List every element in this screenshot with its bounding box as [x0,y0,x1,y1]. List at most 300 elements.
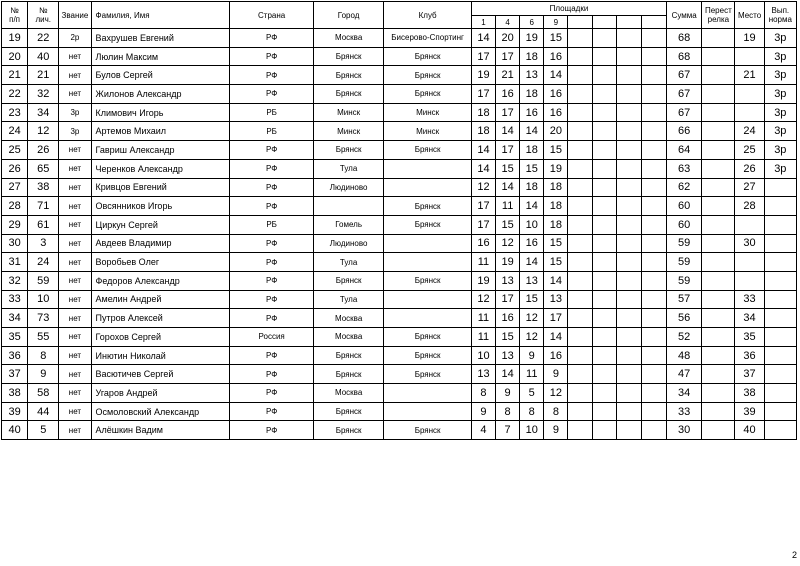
cell-num: 27 [2,178,28,197]
cell-area-empty [616,159,641,178]
cell-num: 34 [2,309,28,328]
cell-area-6: 12 [520,309,544,328]
cell-area-empty [641,309,666,328]
cell-license: 21 [28,66,59,85]
cell-area-empty [616,141,641,160]
header-area-1: 1 [471,16,495,29]
cell-name: Угаров Андрей [91,384,230,403]
cell-area-empty [592,178,616,197]
cell-area-empty [616,234,641,253]
cell-license: 58 [28,384,59,403]
cell-name: Люлин Максим [91,47,230,66]
table-row [2,66,797,85]
cell-country: РФ [230,384,314,403]
cell-rank: нет [59,215,91,234]
cell-club: Минск [384,103,472,122]
cell-area-9: 9 [544,421,568,440]
header-replay: Перест релка [702,2,735,29]
cell-area-4: 17 [496,47,520,66]
cell-area-empty [616,346,641,365]
cell-area-empty [641,234,666,253]
cell-area-1: 17 [471,47,495,66]
cell-area-empty [592,271,616,290]
cell-country: РФ [230,47,314,66]
cell-area-empty [616,122,641,141]
header-rank: Звание [59,2,91,29]
cell-name: Алёшкин Вадим [91,421,230,440]
cell-area-9: 15 [544,234,568,253]
cell-area-empty [641,215,666,234]
cell-num: 21 [2,66,28,85]
cell-area-6: 18 [520,85,544,104]
cell-area-4: 17 [496,290,520,309]
header-area-6: 6 [520,16,544,29]
cell-area-empty [592,85,616,104]
header-areas: Площадки [471,2,666,16]
cell-area-empty [641,29,666,48]
cell-area-empty [568,103,592,122]
cell-place: 25 [735,141,764,160]
cell-place [735,103,764,122]
cell-area-9: 14 [544,328,568,347]
table-row [2,309,797,328]
cell-license: 44 [28,402,59,421]
cell-country: РБ [230,122,314,141]
table-row [2,178,797,197]
table-row [2,290,797,309]
cell-club [384,159,472,178]
cell-area-1: 16 [471,234,495,253]
cell-norm [764,309,796,328]
cell-sum: 67 [667,85,702,104]
cell-area-empty [568,47,592,66]
cell-rank: нет [59,346,91,365]
cell-country: РФ [230,85,314,104]
cell-num: 20 [2,47,28,66]
cell-num: 33 [2,290,28,309]
cell-replay [702,141,735,160]
table-row [2,197,797,216]
cell-area-empty [616,197,641,216]
cell-area-4: 12 [496,234,520,253]
cell-sum: 64 [667,141,702,160]
cell-area-empty [641,328,666,347]
cell-sum: 60 [667,215,702,234]
cell-sum: 47 [667,365,702,384]
cell-area-empty [568,85,592,104]
table-row [2,421,797,440]
cell-area-4: 14 [496,122,520,141]
page-number: 2 [791,550,797,560]
cell-country: РФ [230,159,314,178]
header-license: № лич. [28,2,59,29]
cell-club: Брянск [384,197,472,216]
cell-area-6: 16 [520,234,544,253]
cell-rank: нет [59,234,91,253]
cell-place [735,253,764,272]
cell-city: Брянск [313,47,383,66]
cell-sum: 68 [667,47,702,66]
cell-area-6: 18 [520,178,544,197]
cell-area-empty [568,234,592,253]
cell-area-empty [616,309,641,328]
cell-norm [764,234,796,253]
cell-area-6: 18 [520,141,544,160]
cell-country: РФ [230,290,314,309]
cell-norm: 3р [764,103,796,122]
cell-country: РБ [230,103,314,122]
cell-area-6: 15 [520,159,544,178]
cell-area-6: 19 [520,29,544,48]
cell-city: Москва [313,29,383,48]
results-table [1,1,797,440]
cell-country: РФ [230,29,314,48]
cell-area-4: 19 [496,253,520,272]
cell-sum: 30 [667,421,702,440]
cell-club: Брянск [384,66,472,85]
cell-club [384,178,472,197]
cell-area-4: 8 [496,402,520,421]
cell-area-9: 18 [544,215,568,234]
cell-place: 19 [735,29,764,48]
cell-area-empty [616,29,641,48]
cell-replay [702,103,735,122]
cell-area-1: 13 [471,365,495,384]
cell-country: РФ [230,365,314,384]
cell-replay [702,85,735,104]
cell-area-9: 15 [544,253,568,272]
cell-area-9: 12 [544,384,568,403]
cell-place: 36 [735,346,764,365]
table-row [2,271,797,290]
results-body [2,29,797,440]
cell-area-9: 16 [544,103,568,122]
cell-area-empty [616,290,641,309]
cell-place: 37 [735,365,764,384]
cell-country: РФ [230,178,314,197]
cell-area-9: 14 [544,271,568,290]
cell-sum: 59 [667,234,702,253]
cell-norm: 3р [764,66,796,85]
cell-area-9: 14 [544,66,568,85]
cell-norm [764,271,796,290]
cell-area-empty [616,421,641,440]
cell-sum: 62 [667,178,702,197]
cell-area-empty [641,253,666,272]
cell-area-empty [641,122,666,141]
cell-area-empty [592,290,616,309]
cell-country: РФ [230,346,314,365]
cell-area-9: 15 [544,29,568,48]
cell-area-6: 14 [520,122,544,141]
cell-norm [764,384,796,403]
cell-city: Брянск [313,271,383,290]
cell-club: Брянск [384,215,472,234]
cell-area-1: 19 [471,271,495,290]
cell-sum: 66 [667,122,702,141]
cell-replay [702,253,735,272]
cell-area-empty [592,215,616,234]
cell-name: Овсянников Игорь [91,197,230,216]
cell-area-1: 4 [471,421,495,440]
cell-num: 19 [2,29,28,48]
cell-area-empty [641,402,666,421]
cell-license: 24 [28,253,59,272]
cell-replay [702,346,735,365]
header-area-empty [616,16,641,29]
cell-area-empty [641,290,666,309]
cell-area-9: 18 [544,197,568,216]
cell-name: Климович Игорь [91,103,230,122]
cell-city: Брянск [313,66,383,85]
cell-area-empty [592,328,616,347]
cell-area-empty [641,178,666,197]
cell-sum: 48 [667,346,702,365]
cell-area-1: 11 [471,309,495,328]
cell-place: 34 [735,309,764,328]
cell-city: Москва [313,384,383,403]
cell-name: Амелин Андрей [91,290,230,309]
cell-city: Брянск [313,141,383,160]
cell-area-4: 20 [496,29,520,48]
cell-city: Брянск [313,346,383,365]
cell-area-empty [592,66,616,85]
cell-area-empty [568,290,592,309]
cell-rank: нет [59,328,91,347]
cell-area-empty [592,402,616,421]
cell-area-empty [641,159,666,178]
cell-area-1: 8 [471,384,495,403]
cell-name: Булов Сергей [91,66,230,85]
cell-place: 38 [735,384,764,403]
cell-rank: нет [59,178,91,197]
table-row [2,85,797,104]
table-row [2,29,797,48]
cell-area-1: 19 [471,66,495,85]
cell-sum: 59 [667,253,702,272]
cell-area-empty [568,271,592,290]
cell-area-6: 10 [520,215,544,234]
cell-club [384,402,472,421]
header-city: Город [313,2,383,29]
cell-area-9: 17 [544,309,568,328]
cell-rank: нет [59,402,91,421]
cell-city: Брянск [313,365,383,384]
cell-area-empty [568,197,592,216]
cell-license: 9 [28,365,59,384]
cell-area-empty [592,346,616,365]
cell-area-1: 10 [471,346,495,365]
cell-area-empty [568,328,592,347]
cell-place: 39 [735,402,764,421]
header-name: Фамилия, Имя [91,2,230,29]
cell-area-9: 15 [544,141,568,160]
cell-area-4: 15 [496,328,520,347]
cell-name: Путров Алексей [91,309,230,328]
cell-area-empty [641,47,666,66]
cell-norm [764,402,796,421]
header-area-empty [641,16,666,29]
cell-city: Людиново [313,178,383,197]
cell-rank: 2р [59,29,91,48]
cell-area-empty [616,384,641,403]
cell-area-empty [616,47,641,66]
cell-area-empty [592,103,616,122]
cell-area-empty [641,346,666,365]
cell-rank: нет [59,271,91,290]
cell-area-9: 8 [544,402,568,421]
cell-area-empty [568,159,592,178]
cell-license: 40 [28,47,59,66]
cell-name: Артемов Михаил [91,122,230,141]
cell-replay [702,402,735,421]
cell-num: 36 [2,346,28,365]
table-row [2,234,797,253]
cell-name: Жилонов Александр [91,85,230,104]
cell-area-9: 20 [544,122,568,141]
table-row [2,141,797,160]
cell-num: 31 [2,253,28,272]
cell-area-1: 14 [471,141,495,160]
cell-area-empty [641,365,666,384]
cell-country: РФ [230,271,314,290]
cell-club [384,384,472,403]
cell-area-empty [616,215,641,234]
cell-area-9: 16 [544,346,568,365]
cell-city: Тула [313,159,383,178]
table-row [2,253,797,272]
cell-license: 22 [28,29,59,48]
cell-country: РФ [230,421,314,440]
cell-area-1: 18 [471,103,495,122]
header-area-empty [592,16,616,29]
cell-replay [702,309,735,328]
table-row [2,402,797,421]
cell-area-empty [641,421,666,440]
cell-num: 23 [2,103,28,122]
cell-norm: 3р [764,122,796,141]
header-norm: Вып. норма [764,2,796,29]
cell-license: 5 [28,421,59,440]
cell-num: 22 [2,85,28,104]
cell-country: РФ [230,253,314,272]
cell-area-6: 18 [520,47,544,66]
cell-area-empty [592,159,616,178]
cell-place [735,85,764,104]
cell-num: 24 [2,122,28,141]
cell-area-empty [568,384,592,403]
cell-replay [702,271,735,290]
cell-sum: 52 [667,328,702,347]
cell-rank: нет [59,47,91,66]
cell-area-empty [568,421,592,440]
cell-area-1: 11 [471,328,495,347]
cell-area-empty [568,402,592,421]
cell-club: Брянск [384,365,472,384]
cell-area-4: 15 [496,215,520,234]
cell-num: 26 [2,159,28,178]
cell-license: 71 [28,197,59,216]
cell-area-empty [641,141,666,160]
cell-license: 65 [28,159,59,178]
cell-sum: 33 [667,402,702,421]
cell-num: 28 [2,197,28,216]
cell-area-empty [592,309,616,328]
cell-num: 32 [2,271,28,290]
cell-city: Минск [313,103,383,122]
cell-license: 55 [28,328,59,347]
cell-city: Гомель [313,215,383,234]
cell-license: 34 [28,103,59,122]
cell-rank: нет [59,85,91,104]
cell-area-empty [641,197,666,216]
table-row [2,384,797,403]
cell-replay [702,178,735,197]
header-row [2,2,797,16]
cell-license: 38 [28,178,59,197]
cell-country: Россия [230,328,314,347]
cell-name: Вахрушев Евгений [91,29,230,48]
cell-area-empty [616,103,641,122]
cell-area-empty [568,178,592,197]
cell-num: 30 [2,234,28,253]
cell-norm [764,253,796,272]
cell-area-empty [592,253,616,272]
cell-num: 39 [2,402,28,421]
cell-area-empty [568,215,592,234]
cell-replay [702,290,735,309]
cell-num: 29 [2,215,28,234]
cell-area-6: 13 [520,66,544,85]
cell-area-4: 15 [496,159,520,178]
table-row [2,328,797,347]
cell-rank: нет [59,253,91,272]
cell-norm: 3р [764,85,796,104]
cell-name: Осмоловский Александр [91,402,230,421]
cell-num: 40 [2,421,28,440]
cell-place: 40 [735,421,764,440]
cell-norm [764,197,796,216]
table-row [2,215,797,234]
cell-area-6: 16 [520,103,544,122]
cell-place [735,271,764,290]
cell-replay [702,197,735,216]
cell-area-6: 8 [520,402,544,421]
cell-norm [764,346,796,365]
cell-area-empty [592,234,616,253]
cell-rank: нет [59,197,91,216]
cell-area-empty [641,66,666,85]
cell-num: 38 [2,384,28,403]
cell-area-4: 7 [496,421,520,440]
cell-replay [702,29,735,48]
cell-area-empty [592,421,616,440]
cell-place [735,47,764,66]
cell-area-1: 11 [471,253,495,272]
cell-rank: нет [59,66,91,85]
cell-country: РФ [230,66,314,85]
cell-area-6: 15 [520,290,544,309]
cell-place: 26 [735,159,764,178]
cell-name: Авдеев Владимир [91,234,230,253]
cell-name: Федоров Александр [91,271,230,290]
cell-country: РФ [230,402,314,421]
cell-replay [702,159,735,178]
cell-area-1: 14 [471,29,495,48]
cell-area-empty [616,271,641,290]
cell-sum: 67 [667,103,702,122]
cell-area-4: 16 [496,85,520,104]
